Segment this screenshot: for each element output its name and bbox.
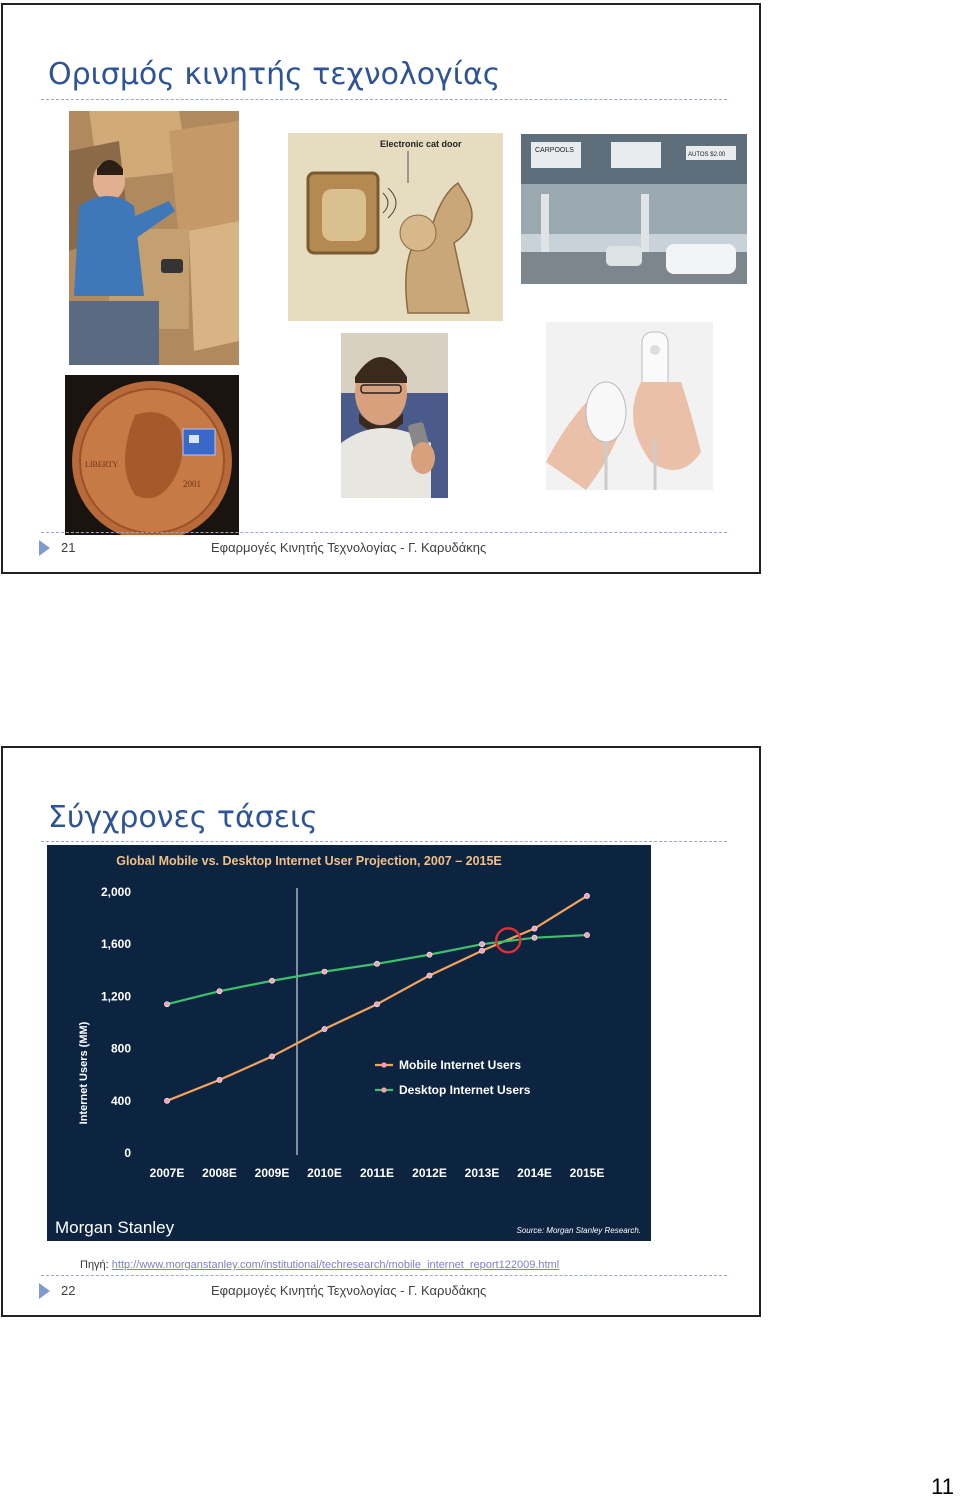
- x-tick-label: 2007E: [149, 1166, 185, 1180]
- source-label: Πηγή:: [80, 1259, 112, 1271]
- data-point: [269, 1054, 274, 1059]
- x-tick-label: 2012E: [412, 1166, 447, 1180]
- footer-divider: [41, 532, 727, 533]
- barcode-scanner-worker-photo: [69, 111, 239, 365]
- data-point: [322, 1026, 327, 1031]
- data-point: [217, 1077, 222, 1082]
- footer-divider: [41, 1275, 727, 1276]
- source-line: [80, 1259, 559, 1271]
- legend-label: Desktop Internet Users: [399, 1083, 531, 1097]
- y-tick-label: 2,000: [100, 885, 131, 899]
- y-axis-label: Internet Users (MM): [78, 1021, 90, 1125]
- data-point: [479, 948, 484, 953]
- slide-21: [1, 3, 761, 574]
- y-tick-label: 1,200: [100, 989, 131, 1004]
- footer-arrow-icon: [39, 1283, 50, 1299]
- slide-title: Ορισμός κινητής τεχνολογίας: [48, 57, 501, 92]
- legend-marker: [381, 1087, 386, 1092]
- legend-marker: [381, 1062, 386, 1067]
- man-with-mobile-phone-photo: [341, 333, 448, 498]
- title-divider: [41, 841, 727, 842]
- toll-sign-autos: AUTOS $2.00: [688, 152, 726, 158]
- source-link[interactable]: http://www.morganstanley.com/institutional/techresearch/mobile_internet_report122009.html: [111, 1259, 560, 1271]
- title-divider: [41, 99, 727, 100]
- slide-footer: Εφαρμογές Κινητής Τεχνολογίας - Γ. Καρυδάκης: [211, 1283, 487, 1298]
- x-tick-label: 2015E: [569, 1166, 605, 1180]
- y-tick-label: 0: [124, 1146, 131, 1160]
- electronic-cat-door-photo: [288, 133, 503, 321]
- chart-source: Source: Morgan Stanley Research.: [516, 1226, 641, 1235]
- data-point: [479, 942, 484, 947]
- data-point: [584, 893, 589, 898]
- x-tick-label: 2011E: [359, 1166, 395, 1180]
- x-tick-label: 2014E: [517, 1166, 552, 1180]
- x-tick-label: 2010E: [307, 1166, 342, 1180]
- data-point: [164, 1098, 169, 1103]
- y-tick-label: 800: [110, 1041, 131, 1056]
- slide-footer: Εφαρμογές Κινητής Τεχνολογίας - Γ. Καρυδάκης: [211, 540, 487, 555]
- wii-controllers-photo: [546, 322, 713, 490]
- slide-number: 21: [61, 540, 76, 555]
- data-point: [584, 932, 589, 937]
- slide-22: [1, 746, 761, 1317]
- rfid-chip-on-penny-photo: [65, 375, 239, 535]
- toll-booth-photo: [521, 134, 747, 284]
- data-point: [269, 978, 274, 983]
- chart-title: Global Mobile vs. Desktop Internet User Projection, 2007 – 2015E: [116, 854, 502, 868]
- x-tick-label: 2009E: [254, 1166, 290, 1180]
- internet-users-line-chart: [47, 845, 651, 1241]
- data-point: [427, 952, 432, 957]
- cat-door-caption: Electronic cat door: [380, 139, 462, 149]
- slide-title: Σύγχρονες τάσεις: [48, 800, 318, 835]
- x-tick-label: 2013E: [464, 1166, 500, 1180]
- footer-arrow-icon: [39, 540, 50, 556]
- data-point: [217, 989, 222, 994]
- series-line: [167, 896, 587, 1101]
- slide-number: 22: [61, 1283, 76, 1298]
- chart-panel: [47, 845, 651, 1241]
- penny-liberty-text: LIBERTY: [85, 460, 119, 469]
- penny-year-text: 2001: [183, 479, 201, 489]
- y-tick-label: 400: [110, 1093, 131, 1108]
- data-point: [532, 926, 537, 931]
- data-point: [532, 935, 537, 940]
- legend-label: Mobile Internet Users: [399, 1058, 522, 1072]
- y-tick-label: 1,600: [100, 937, 131, 952]
- data-point: [374, 1002, 379, 1007]
- data-point: [427, 973, 432, 978]
- x-tick-label: 2008E: [202, 1166, 237, 1180]
- data-point: [164, 1002, 169, 1007]
- data-point: [374, 961, 379, 966]
- series-line: [167, 935, 587, 1004]
- morgan-stanley-logo: Morgan Stanley: [55, 1218, 175, 1237]
- toll-sign-carpools: CARPOOLS: [535, 147, 574, 154]
- data-point: [322, 969, 327, 974]
- page-number: 11: [931, 1474, 954, 1499]
